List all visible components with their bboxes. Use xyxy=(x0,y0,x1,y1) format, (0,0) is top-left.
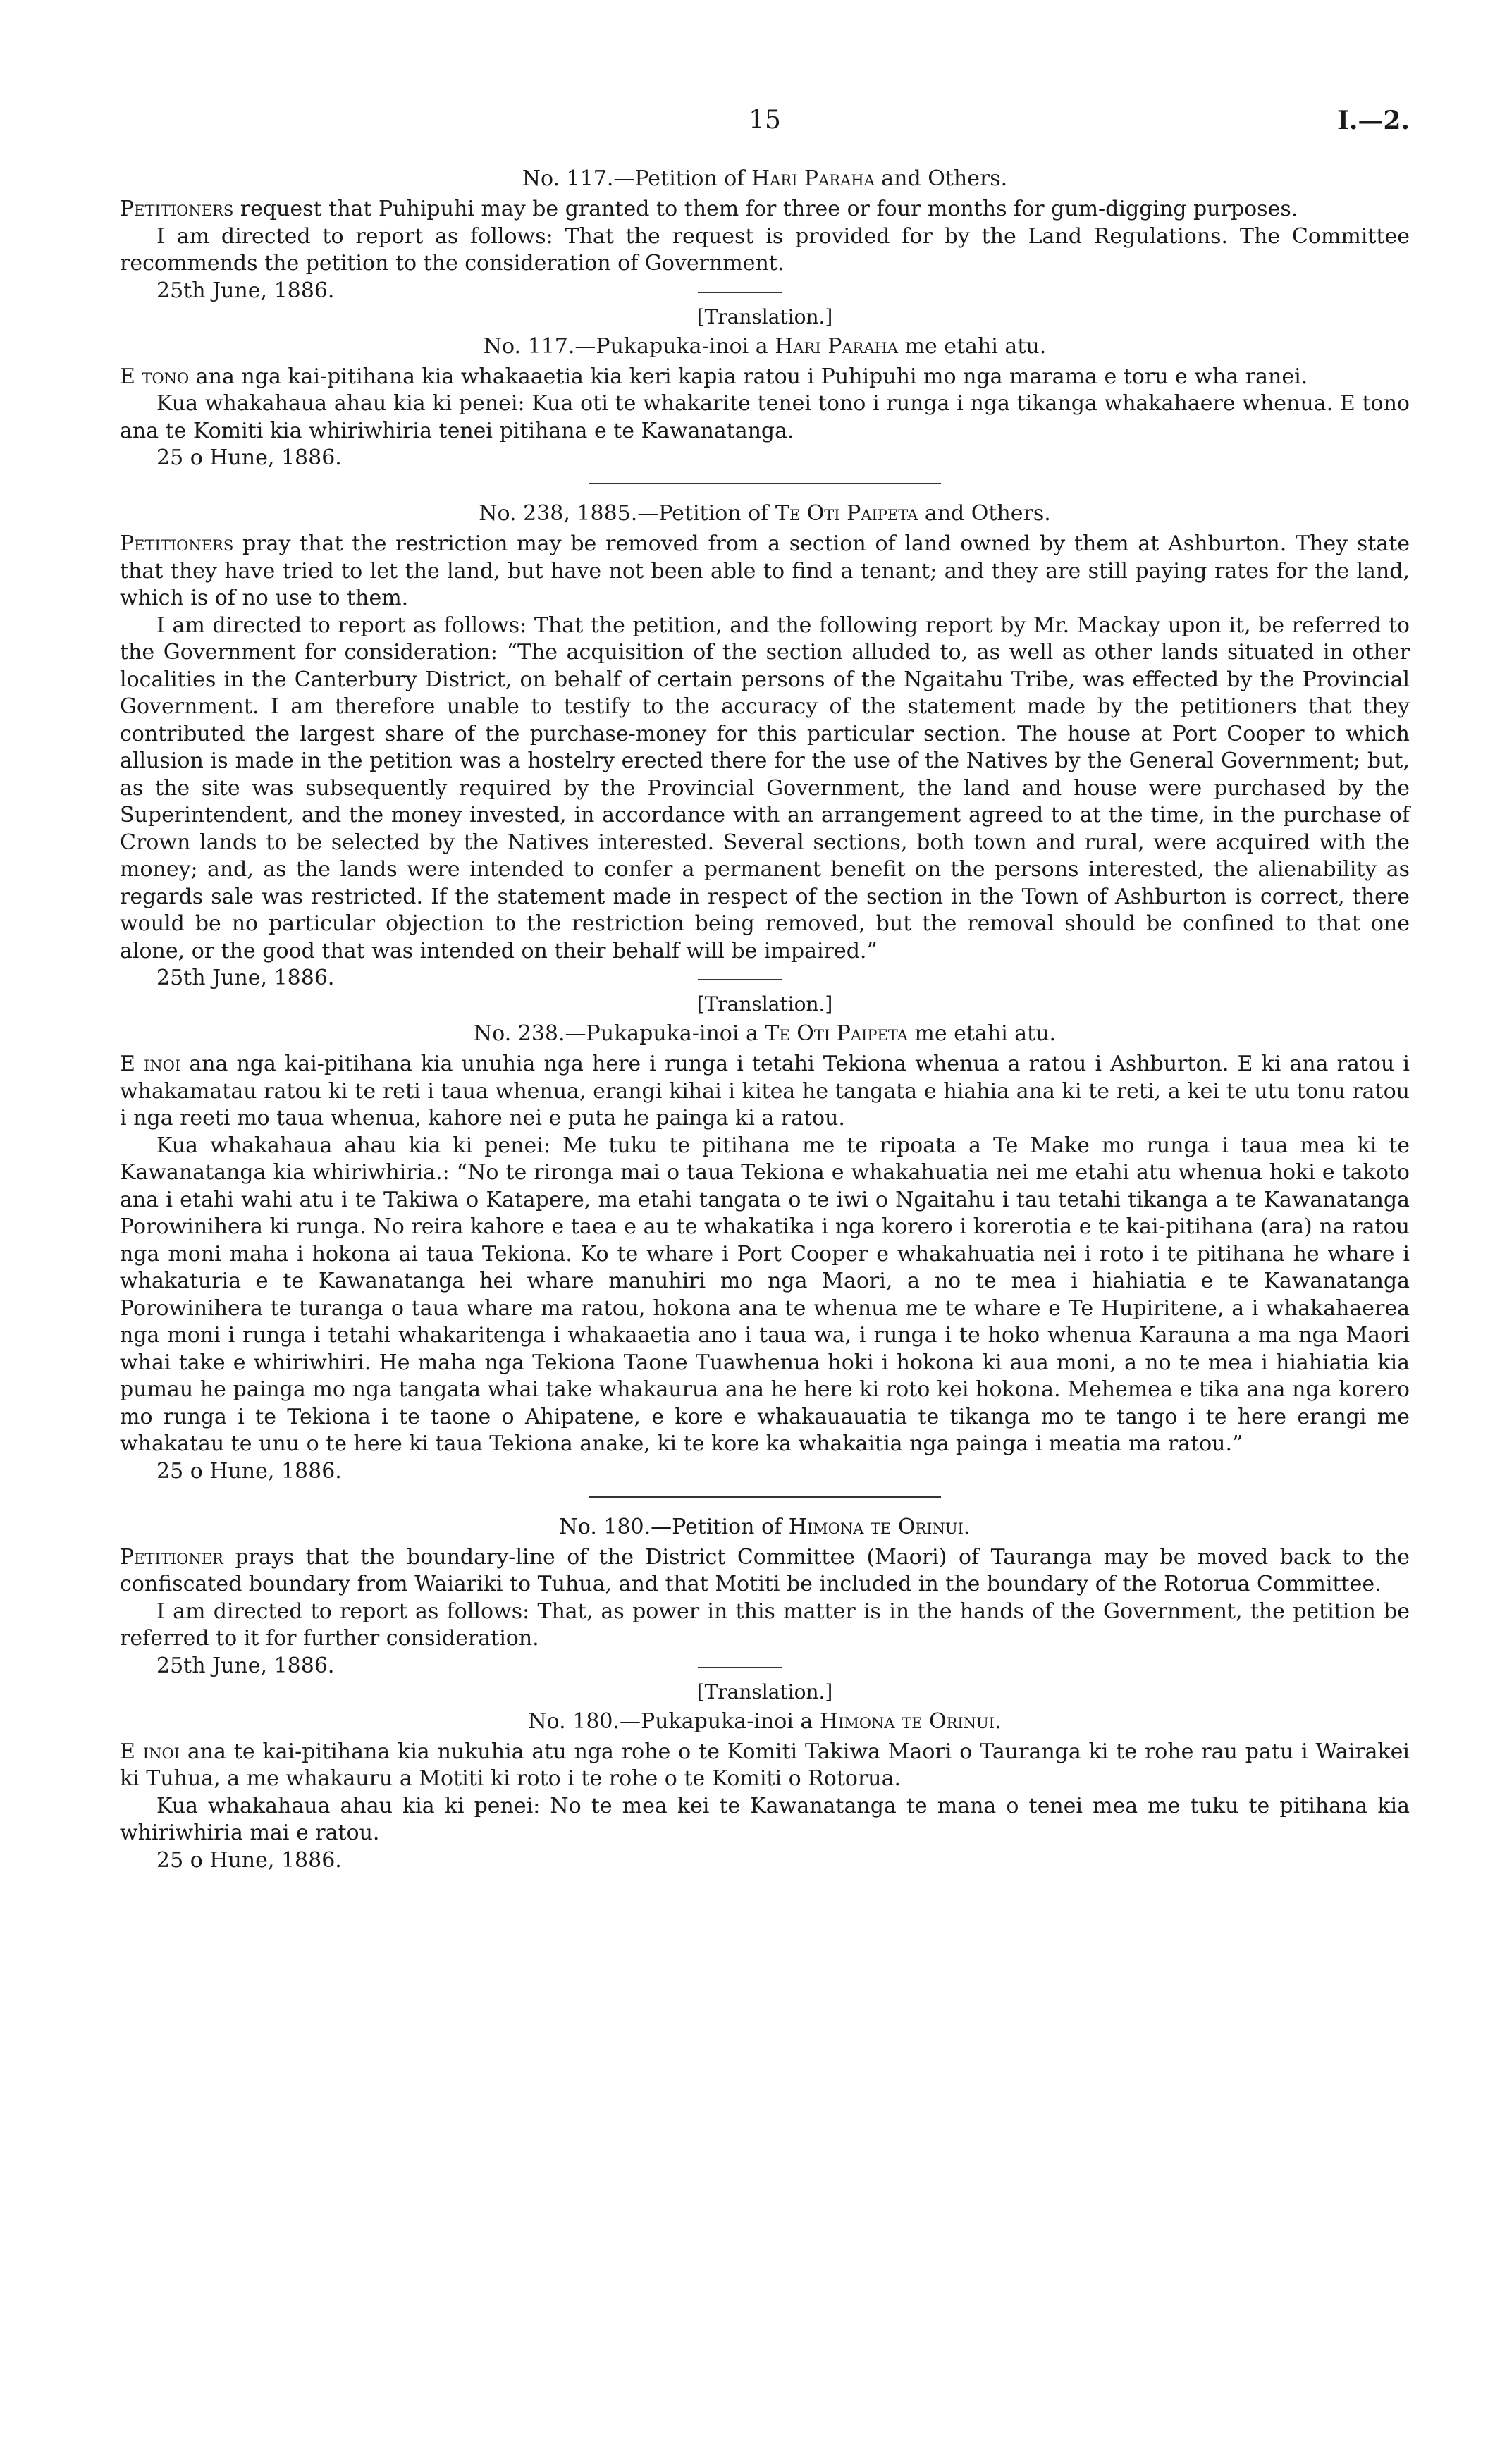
report-paragraph: I am directed to report as follows: That the petition, and the following report by Mr. Mackay upon it, be referred to the Government for consideration: “The acquisition of the section alluded to, as well as other lands situated in other localities in the Canterbury District, on behalf of certain persons of the Ngaitahu Tribe, was effected by the Provincial Government. I am therefore unable to testify to the accuracy of the statement made by the petitioners that they contributed the largest share of the purchase-money for this particular section. The house at Port Cooper to which allusion is made in the petition was a hostelry erected there for the use of the Natives by the General Government; but, as the site was subsequently required by the Provincial Government, the land and house were purchased by the Superintendent, and the money invested, in accordance with an arrangement agreed to at the time, in the purchase of Crown lands to be selected by the Natives interested. Several sections, both town and rural, were acquired with the money; and, as the lands were intended to confer a permanent benefit on the persons interested, the alienability as regards sale was restricted. If the statement made in respect of the section in the Town of Ashburton is correct, there would be no particular objection to the restriction being removed, but the removal should be confined to that one alone, or the good that was intended on their behalf will be impaired.” xyxy=(120,612,1410,963)
petition-title: No. 117.—Petition of Hari Paraha and Others. xyxy=(522,166,1008,191)
petition-title: No. 238, 1885.—Petition of Te Oti Paipeta and Others. xyxy=(479,501,1051,526)
petition-section xyxy=(120,1513,1410,1874)
report-paragraph: I am directed to report as follows: That, as power in this matter is in the hands of the Government, the petition be referred to it for further consideration. xyxy=(120,1598,1410,1651)
translation-label: [Translation.] xyxy=(696,304,833,328)
translation-label: [Translation.] xyxy=(696,992,833,1016)
petition-section xyxy=(120,165,1410,472)
document-page xyxy=(120,106,1410,1874)
maori-date: 25 o Hune, 1886. xyxy=(156,445,342,470)
report-paragraph: I am directed to report as follows: That the request is provided for by the Land Regulations. The Committee recommends the petition to the consideration of Government. xyxy=(120,223,1410,276)
short-divider xyxy=(698,292,782,293)
section-divider xyxy=(589,1496,941,1498)
petition-section xyxy=(120,500,1410,1485)
maori-petition-title: No. 117.—Pukapuka-inoi a Hari Paraha me etahi atu. xyxy=(483,333,1047,359)
petition-title: No. 180.—Petition of Himona te Orinui. xyxy=(559,1514,971,1539)
maori-paragraph: E inoi ana te kai-pitihana kia nukuhia atu nga rohe o te Komiti Takiwa Maori o Tauranga ki te rohe rau patu i Wairakei ki Tuhua, a me whakauru a Motiti ki roto i te rohe o te Komiti o Rotorua. xyxy=(120,1739,1410,1791)
maori-paragraph: E inoi ana nga kai-pitihana kia unuhia nga here i runga i tetahi Tekiona whenua a ratou i Ashburton. E ki ana ratou i whakamatau ratou ki te reti i taua whenua, erangi kihai i kitea he tangata e hiahia ana ki te reti, a kei te utu tonu ratou i nga reeti mo taua whenua, kahore nei e puta he painga ki a ratou. xyxy=(120,1052,1410,1131)
section-divider xyxy=(589,483,941,484)
petition-paragraph: Petitioners request that Puhipuhi may be granted to them for three or four months for gum-digging purposes. xyxy=(120,197,1298,221)
maori-petition-title: No. 238.—Pukapuka-inoi a Te Oti Paipeta me etahi atu. xyxy=(473,1021,1057,1046)
document-reference: I.—2. xyxy=(1337,106,1410,135)
short-divider xyxy=(698,979,782,980)
maori-report-paragraph: Kua whakahaua ahau kia ki penei: Me tuku te pitihana me te ripoata a Te Make mo runga i taua mea ki te Kawanatanga kia whiriwhiria.: “No te rironga mai o taua Tekiona e whakahuatia nei me etahi atu whenua hoki e takoto ana i etahi wahi atu i te Takiwa o Katapere, ma etahi tangata o te iwi o Ngaitahu i tau tetahi tikanga a te Kawanatanga Porowinihera ki runga. No reira kahore e taea e au te whakatika i nga korero i korerotia e te kai-pitihana (ara) na ratou nga moni maha i hokona ai taua Tekiona. Ko te whare i Port Cooper e whakahuatia nei i roto i te pitihana he whare i whakaturia e te Kawanatanga hei whare manuhiri mo nga Maori, a no te mea i hiahiatia e te Kawanatanga Porowinihera te turanga o taua whare ma ratou, hokona ana te whenua me te whare e Te Hupiritene, a i whakahaerea nga moni i runga i tetahi whakaritenga i whakaaetia ano i taua wa, i runga i te hoko whenua Karauna a ma nga Maori whai take e whiriwhiri. He maha nga Tekiona Taone Tuawhenua hoki i hokona ki aua moni, a no te mea i hiahiatia kia pumau he painga mo nga tangata whai take whakaurua ana he here ki roto kei hokona. Mehemea e tika ana nga korero mo runga i te Tekiona i te taone o Ahipatene, e kore e whakauauatia te tikanga mo te tango i te here erangi me whakatau te unu o te here ki taua Tekiona anake, ki te kore ka whakaitia nga painga i meatia ma ratou.” xyxy=(120,1133,1410,1456)
petition-paragraph: Petitioners pray that the restriction may be removed from a section of land owned by them at Ashburton. They state that they have tried to let the land, but have not been able to find a tenant; and they are still paying rates for the land, which is of no use to them. xyxy=(120,531,1410,610)
petition-date: 25th June, 1886. xyxy=(156,278,335,303)
petition-date: 25th June, 1886. xyxy=(156,1653,335,1678)
petition-date: 25th June, 1886. xyxy=(156,966,335,990)
short-divider xyxy=(698,1667,782,1668)
maori-date: 25 o Hune, 1886. xyxy=(156,1847,342,1873)
maori-report-paragraph: Kua whakahaua ahau kia ki penei: Kua oti te whakarite tenei tono i runga i nga tikanga whakahaere whenua. E tono ana te Komiti kia whiriwhiria tenei pitihana e te Kawanatanga. xyxy=(120,391,1410,443)
maori-report-paragraph: Kua whakahaua ahau kia ki penei: No te mea kei te Kawanatanga te mana o tenei mea me tuku te pitihana kia whiriwhiria mai e ratou. xyxy=(120,1793,1410,1845)
page-number: 15 xyxy=(749,106,781,135)
page-header xyxy=(120,106,1410,162)
translation-label: [Translation.] xyxy=(696,1680,833,1704)
maori-petition-title: No. 180.—Pukapuka-inoi a Himona te Orinui. xyxy=(528,1708,1002,1734)
maori-date: 25 o Hune, 1886. xyxy=(156,1458,342,1484)
maori-paragraph: E tono ana nga kai-pitihana kia whakaaetia kia keri kapia ratou i Puhipuhi mo nga marama e toru e wha ranei. xyxy=(120,364,1308,389)
petition-paragraph: Petitioner prays that the boundary-line of the District Committee (Maori) of Tauranga may be moved back to the confiscated boundary from Waiariki to Tuhua, and that Motiti be included in the boundary of the Rotorua Committee. xyxy=(120,1544,1410,1596)
